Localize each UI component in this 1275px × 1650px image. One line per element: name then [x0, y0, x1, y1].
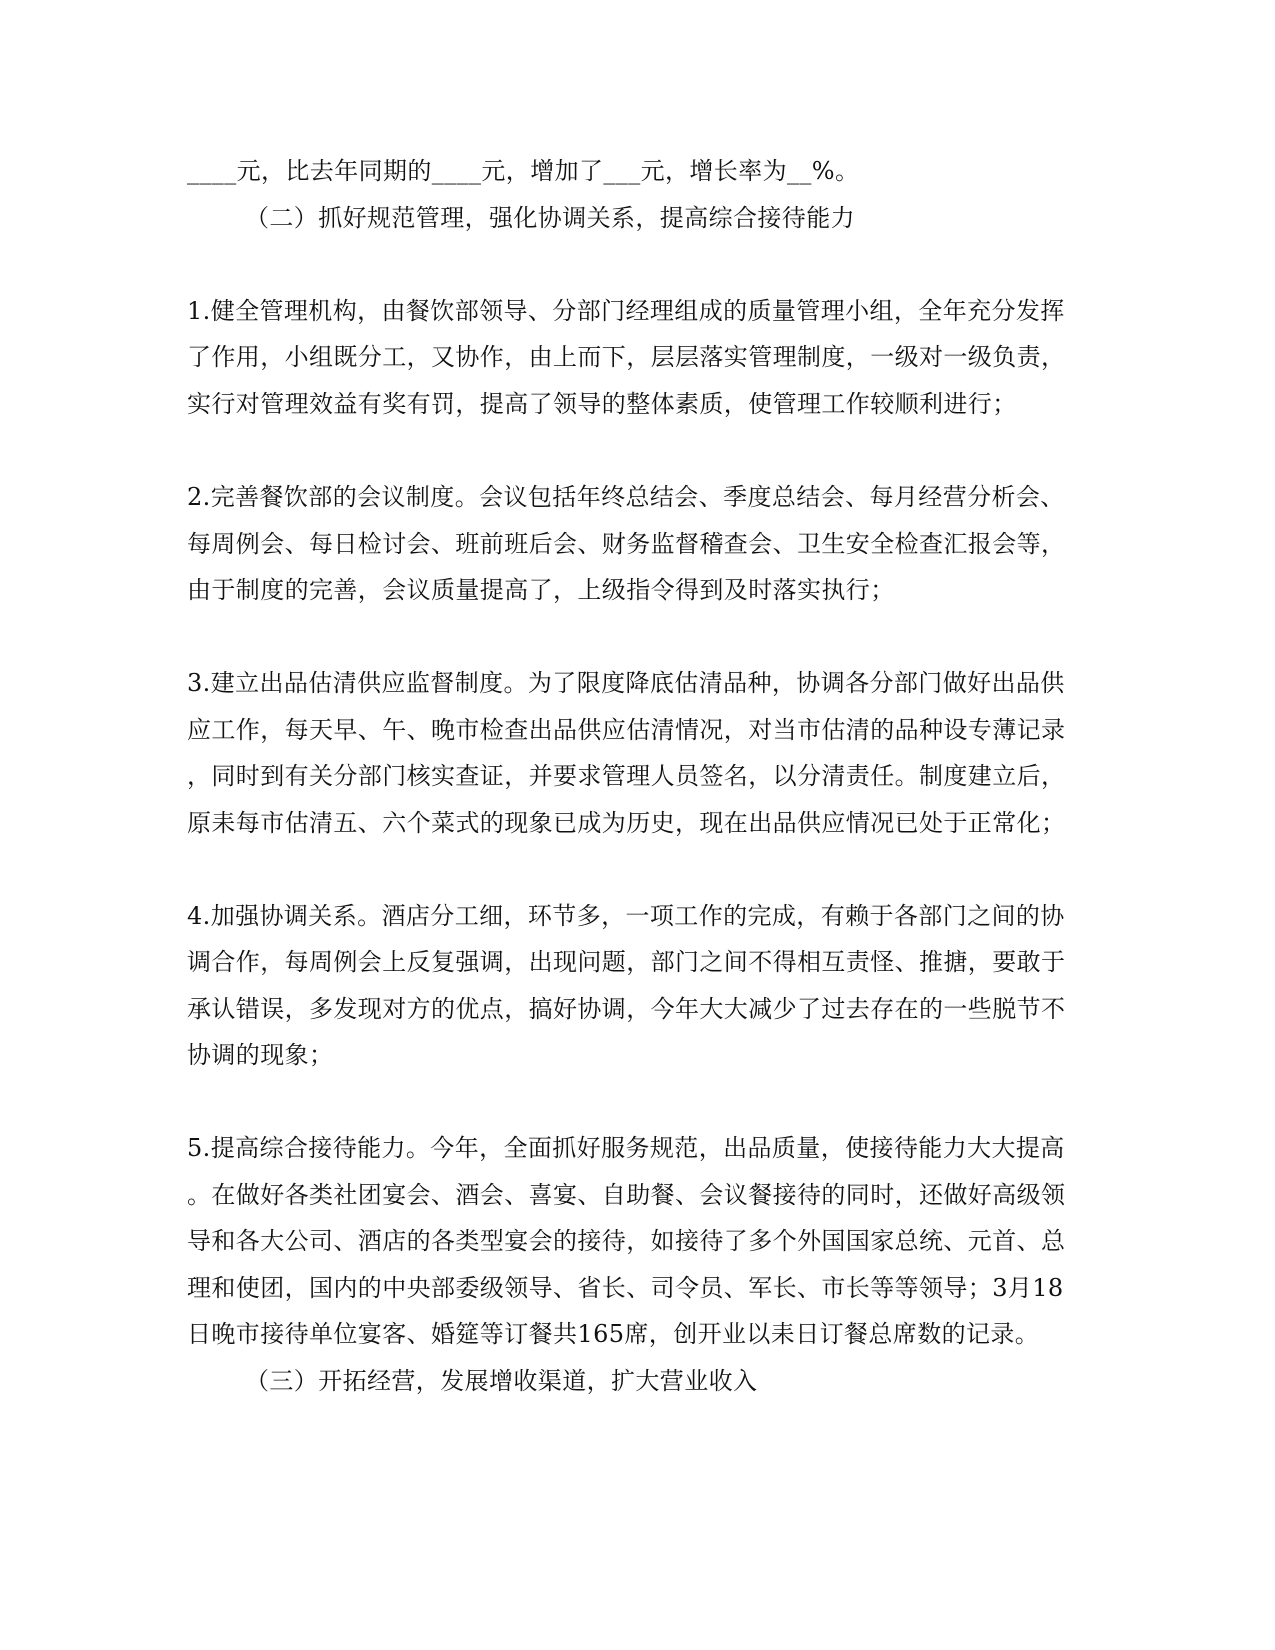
text-line: 。在做好各类社团宴会、酒会、喜宴、自助餐、会议餐接待的同时，还做好高级领 — [187, 1181, 1066, 1209]
text-line: 实行对管理效益有奖有罚，提高了领导的整体素质，使管理工作较顺利进行； — [187, 390, 1017, 418]
text-line: 由于制度的完善，会议质量提高了，上级指令得到及时落实执行； — [187, 576, 895, 604]
text-line: ，同时到有关分部门核实查证，并要求管理人员签名，以分清责任。制度建立后， — [187, 762, 1066, 790]
text-line: ____元，比去年同期的____元，增加了___元，增长率为__%。 — [187, 157, 860, 185]
text-line: 5.提高综合接待能力。今年，全面抓好服务规范，出品质量，使接待能力大大提高 — [187, 1134, 1065, 1162]
text-line: 调合作，每周例会上反复强调，出现问题，部门之间不得相互责怪、推搪，要敢于 — [187, 948, 1066, 976]
text-line: 导和各大公司、酒店的各类型宴会的接待，如接待了多个外国国家总统、元首、总 — [187, 1227, 1066, 1255]
text-line: 承认错误，多发现对方的优点，搞好协调，今年大大减少了过去存在的一些脱节不 — [187, 995, 1066, 1023]
text-line: 3.建立出品估清供应监督制度。为了限度降底估清品种，协调各分部门做好出品供 — [187, 669, 1065, 697]
text-line: 了作用，小组既分工，又协作，由上而下，层层落实管理制度，一级对一级负责， — [187, 343, 1066, 371]
text-line: 原耒每市估清五、六个菜式的现象已成为历史，现在出品供应情况已处于正常化； — [187, 809, 1066, 837]
text-line: 2.完善餐饮部的会议制度。会议包括年终总结会、季度总结会、每月经营分析会、 — [187, 483, 1065, 511]
text-line: 1.健全管理机构，由餐饮部领导、分部门经理组成的质量管理小组，全年充分发挥 — [187, 297, 1065, 325]
section-heading: （二）抓好规范管理，强化协调关系，提高综合接待能力 — [245, 204, 855, 232]
text-line: 每周例会、每日检讨会、班前班后会、财务监督稽查会、卫生安全检查汇报会等， — [187, 530, 1066, 558]
text-line: 理和使团，国内的中央部委级领导、省长、司令员、军长、市长等等领导；3月18 — [187, 1274, 1064, 1302]
section-heading: （三）开拓经营，发展增收渠道，扩大营业收入 — [245, 1367, 758, 1395]
text-line: 4.加强协调关系。酒店分工细，环节多，一项工作的完成，有赖于各部门之间的协 — [187, 902, 1065, 930]
text-line: 应工作，每天早、午、晚市检查出品供应估清情况，对当市估清的品种设专薄记录 — [187, 716, 1066, 744]
text-line: 日晚市接待单位宴客、婚筵等订餐共165席，创开业以耒日订餐总席数的记录。 — [187, 1320, 1040, 1348]
text-line: 协调的现象； — [187, 1041, 334, 1069]
